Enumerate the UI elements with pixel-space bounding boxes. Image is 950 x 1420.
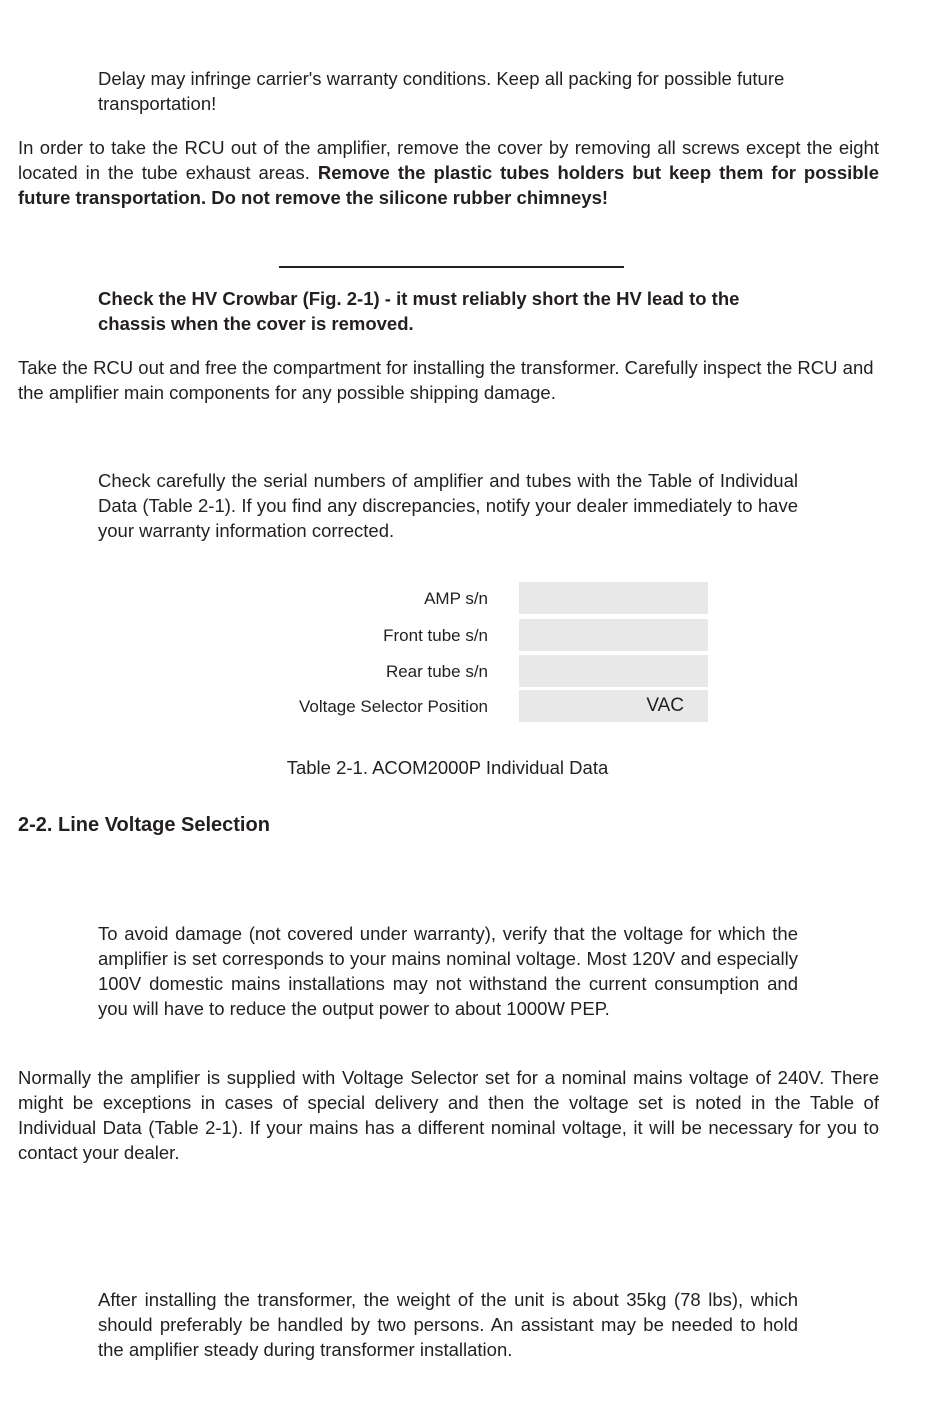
amp-sn-label: AMP s/n [424, 589, 488, 608]
rcu-inspect-paragraph: Take the RCU out and free the compartment for installing the transformer. Carefully inspect the RCU and the amplifier main components for any possible shipping damage. [18, 357, 874, 403]
table-row [250, 690, 710, 722]
front-tube-sn-label: Front tube s/n [383, 626, 488, 645]
voltage-selector-label: Voltage Selector Position [298, 697, 488, 716]
voltage-selector-paragraph: Normally the amplifier is supplied with Voltage Selector set for a nominal mains voltage of 240V. There might be exceptions in cases of special delivery and then the voltage set is noted in the Table of Individual Data (Table 2-1). If your mains has a different nominal voltage, it will be necessary for you to contact your dealer. [18, 1067, 879, 1163]
table-row [250, 582, 710, 614]
table-row [250, 619, 710, 651]
divider-rule [279, 266, 624, 268]
remove-cover-text: In order to take the RCU out of the amplifier, remove the cover by removing all screws except the eight located in the tube exhaust areas. [18, 137, 879, 183]
section-heading: 2-2. Line Voltage Selection [18, 814, 270, 836]
remove-cover-paragraph [18, 135, 879, 210]
table-caption: Table 2-1. ACOM2000P Individual Data [286, 757, 609, 778]
front-tube-sn-field [519, 619, 708, 651]
weight-warning-paragraph: After installing the transformer, the weight of the unit is about 35kg (78 lbs), which should preferably be handled by two persons. An assistant may be needed to hold the amplifier steady during transformer installation. [98, 1289, 798, 1360]
delay-warning-paragraph: Delay may infringe carrier's warranty conditions. Keep all packing for possible future transportation! [98, 68, 785, 114]
rear-tube-sn-field [519, 655, 708, 687]
serial-check-paragraph: Check carefully the serial numbers of amplifier and tubes with the Table of Individual Data (Table 2-1). If you find any discrepancies, notify your dealer immediately to have your warranty information corrected. [98, 470, 798, 541]
vac-unit: VAC [646, 695, 684, 716]
remove-cover-bold-text: Remove the plastic tubes holders but keep them for possible future transportation. Do not remove the silicone rubber chimneys! [18, 162, 879, 208]
crowbar-warning-paragraph: Check the HV Crowbar (Fig. 2-1) - it must reliably short the HV lead to the chassis when the cover is removed. [98, 288, 740, 334]
amp-sn-field [519, 582, 708, 614]
rear-tube-sn-label: Rear tube s/n [385, 662, 488, 681]
voltage-selector-field [519, 690, 708, 722]
table-row [250, 655, 710, 687]
voltage-damage-paragraph: To avoid damage (not covered under warranty), verify that the voltage for which the amplifier is set corresponds to your mains nominal voltage. Most 120V and especially 100V domestic mains installations may not withstand the current consumption and you will have to reduce the output power to about 1000W PEP. [98, 923, 798, 1019]
